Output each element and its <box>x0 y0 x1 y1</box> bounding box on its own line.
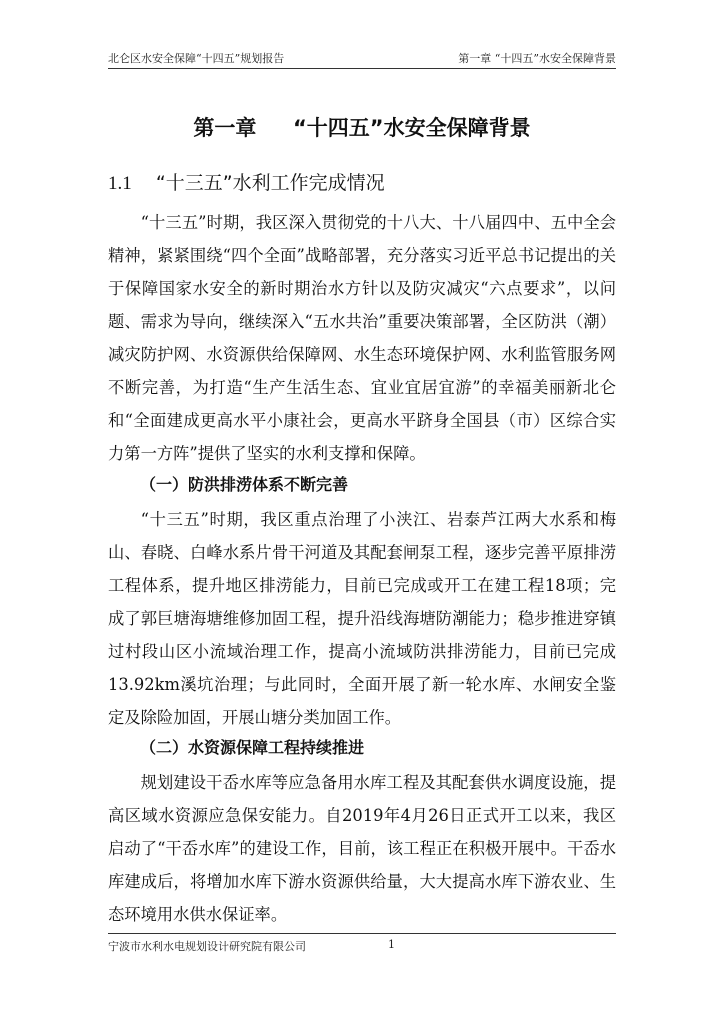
paragraph-2: “十三五”时期，我区重点治理了小浃江、岩泰芦江两大水系和梅山、春晓、白峰水系片骨干河道及其配套闸泵工程，逐步完善平原排涝工程体系，提升地区排涝能力，目前已完成或开工在建工程18项；完成了郭巨塘海塘维修加固工程，提升沿线海塘防潮能力；稳步推进穿镇过村段山区小流域治理工作，提高小流域防洪排涝能力，目前已完成13.92km溪坑治理；与此同时，全面开展了新一轮水库、水闸安全鉴定及除险加固，开展山塘分类加固工作。 <box>108 510 616 727</box>
running-header <box>108 50 616 68</box>
footer-organization: 宁波市水利水电规划设计研究院有限公司 <box>108 940 306 953</box>
header-report-title: 北仑区水安全保障“十四五”规划报告 <box>108 52 285 65</box>
header-chapter-title: 第一章 “十四五”水安全保障背景 <box>458 52 616 65</box>
header-divider <box>108 68 616 69</box>
footer-divider <box>108 933 616 934</box>
section-title: “十三五”水利工作完成情况 <box>155 172 385 194</box>
subheading-water-resources: （二）水资源保障工程持续推进 <box>140 738 365 757</box>
section-number: 1.1 <box>108 173 132 194</box>
paragraph-3: 规划建设干岙水库等应急备用水库工程及其配套供水调度设施，提高区域水资源应急保安能力。自2019年4月26日正式开工以来，我区启动了“干岙水库”的建设工作，目前，该工程正在积极开展中。干岙水库建成后，将增加水库下游水资源供给量，大大提高水库下游农业、生态环境用水供水保证率。 <box>108 773 616 924</box>
section-heading <box>108 168 385 195</box>
paragraph-1: “十三五”时期，我区深入贯彻党的十八大、十八届四中、五中全会精神，紧紧围绕“四个全面”战略部署，充分落实习近平总书记提出的关于保障国家水安全的新时期治水方针以及防灾减灾“六点要求”，以问题、需求为导向，继续深入“五水共治”重要决策部署，全区防洪（潮）减灾防护网、水资源供给保障网、水生态环境保护网、水利监管服务网不断完善，为打造“生产生活生态、宜业宜居宜游”的幸福美丽新北仑和“全面建成更高水平小康社会，更高水平跻身全国县（市）区综合实力第一方阵”提供了坚实的水利支撑和保障。 <box>108 213 616 463</box>
page-number: 1 <box>388 938 395 951</box>
chapter-title: 第一章 “十四五”水安全保障背景 <box>193 116 531 140</box>
subheading-flood-control: （一）防洪排涝体系不断完善 <box>140 475 349 494</box>
